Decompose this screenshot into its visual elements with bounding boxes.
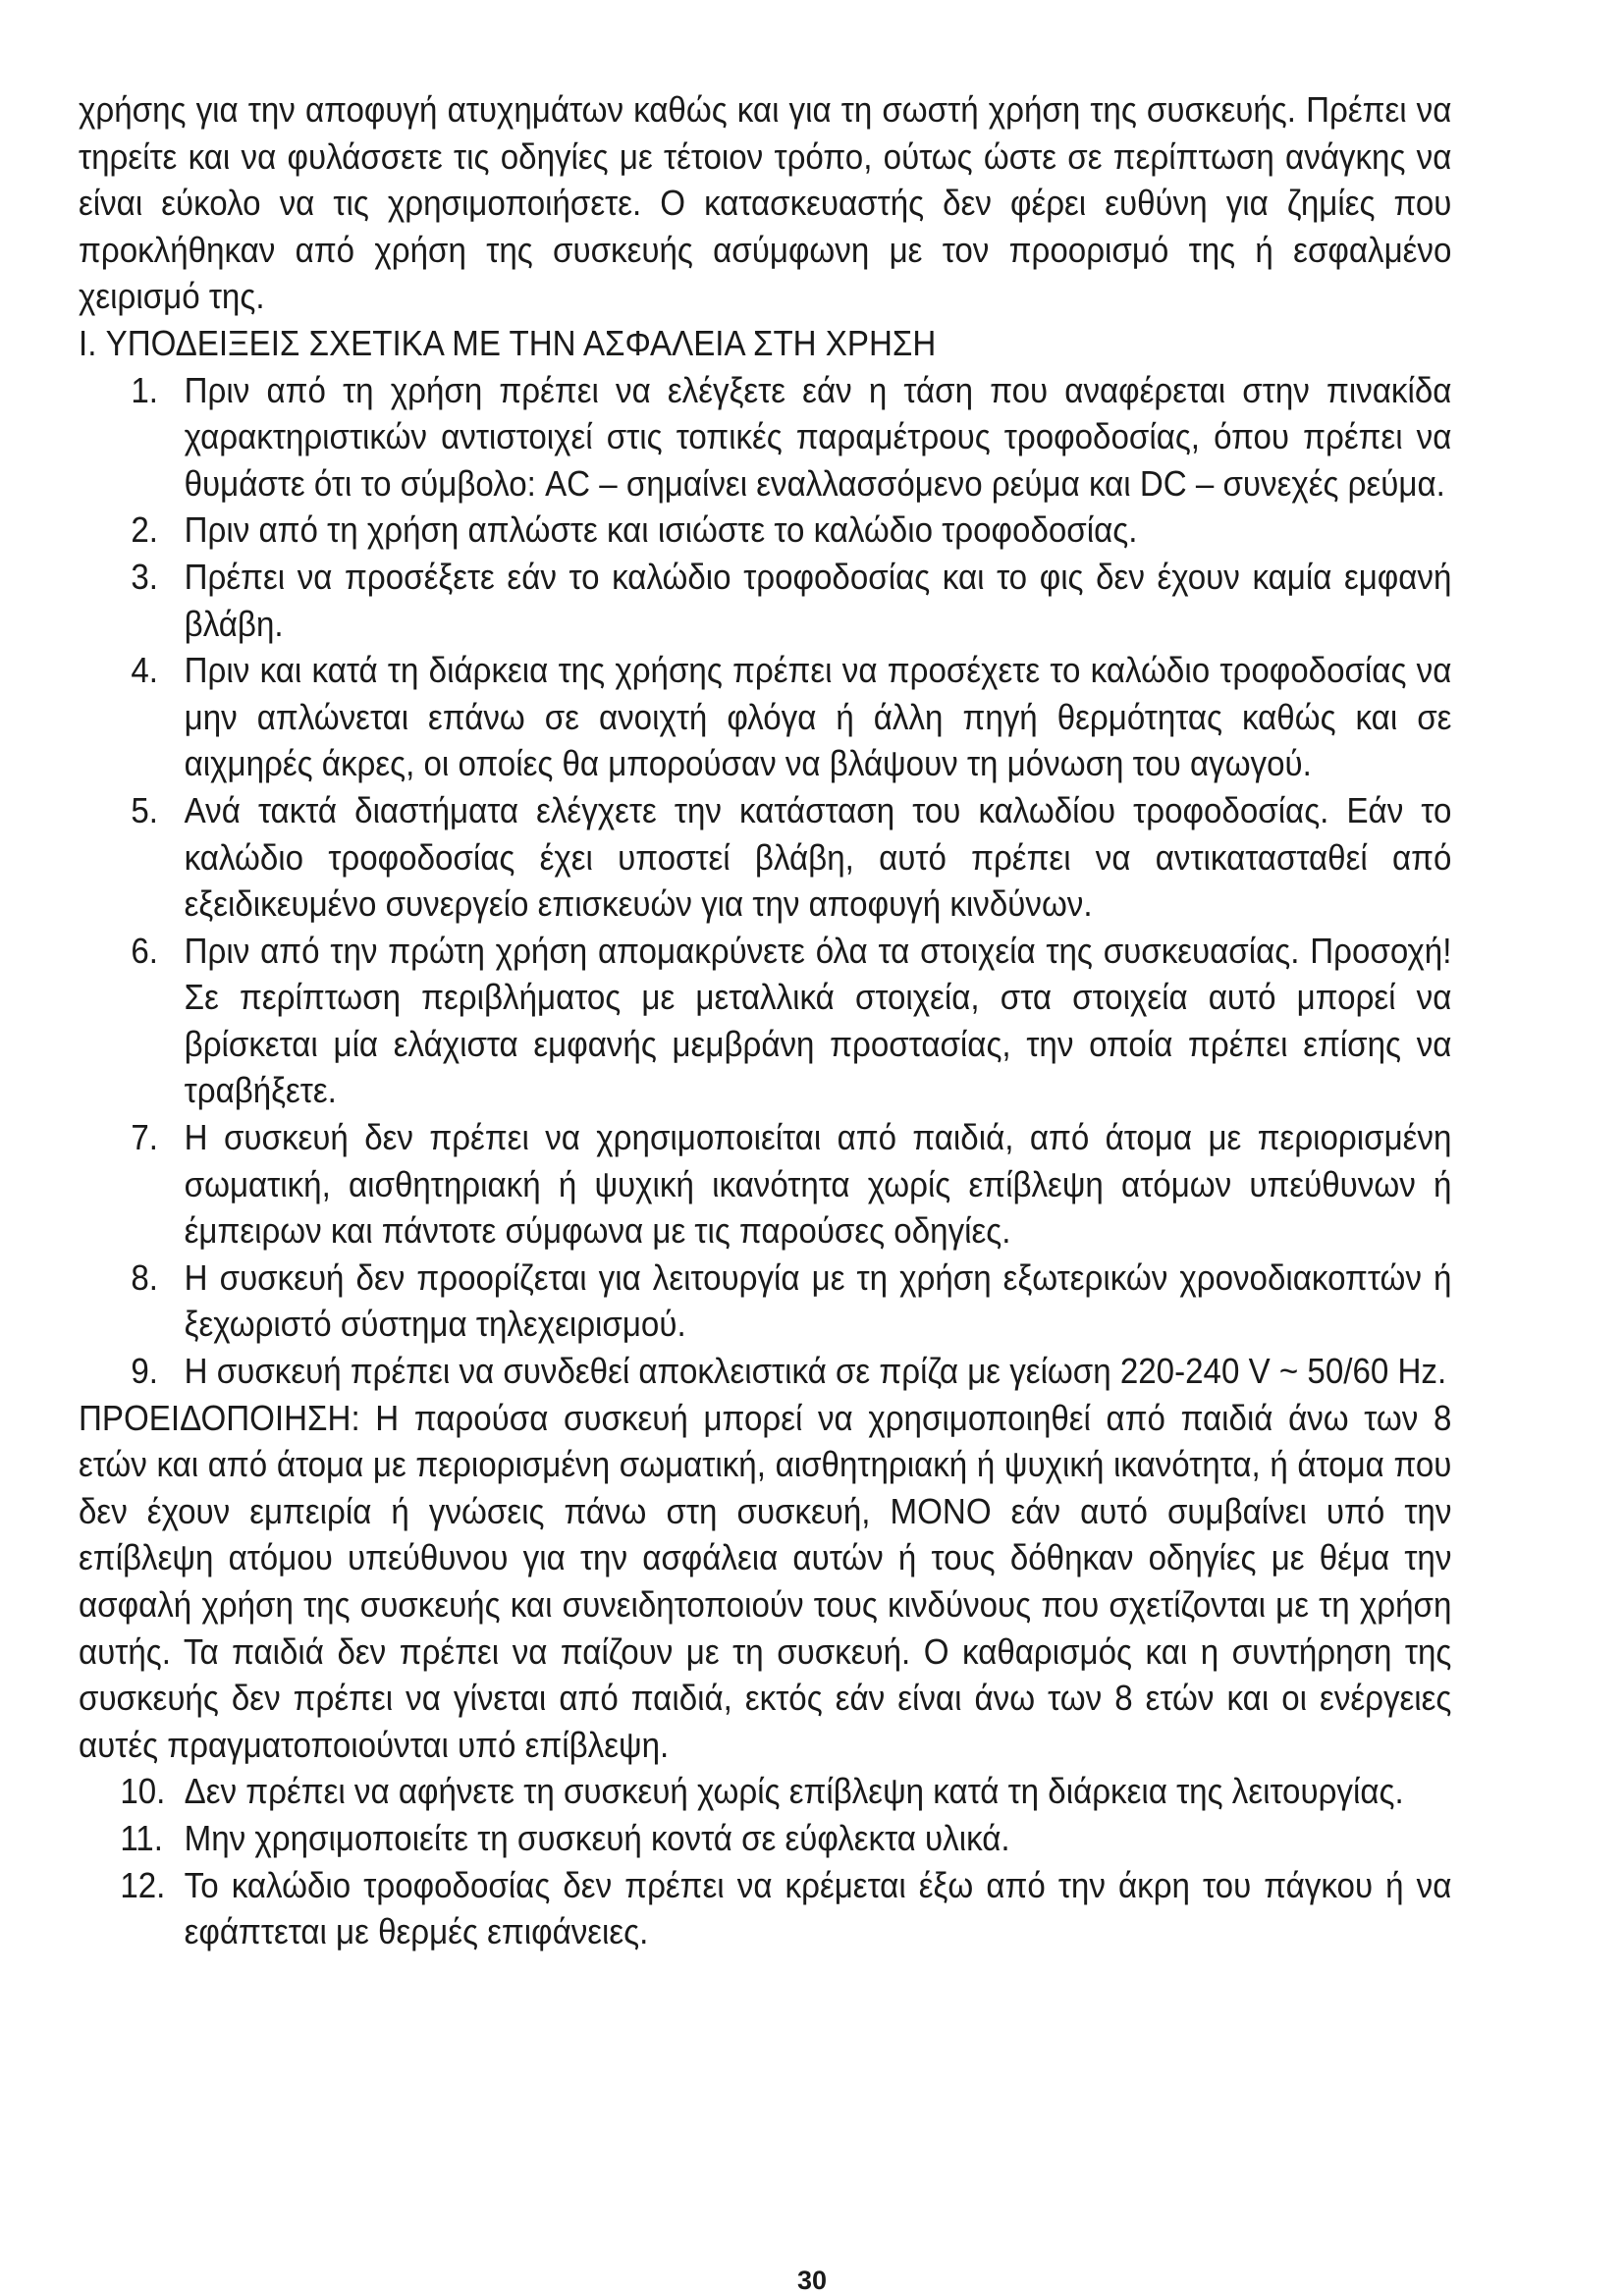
list-item-number: 2. — [131, 509, 158, 551]
list-item — [79, 1348, 1451, 1395]
page-number: 30 — [796, 2266, 828, 2295]
list-item-number: 11. — [120, 1817, 163, 1858]
list-item-text: Η συσκευή δεν προορίζεται για λειτουργία με τη χρήση εξωτερικών χρονοδιακοπτών ή ξεχωριστό σύστημα τηλεχειρισμού. — [184, 1256, 1452, 1345]
list-item — [79, 647, 1451, 787]
list-item-text: Πριν από τη χρήση πρέπει να ελέγξετε εάν η τάση που αναφέρεται στην πινακίδα χαρακτηριστικών αντιστοιχεί στις τοπικές παραμέτρους τροφοδοσίας, όπου πρέπει να θυμάστε ότι το σύμβολο: AC – σημαίνει εναλλασσόμενο ρεύμα και DC – συνεχές ρεύμα. — [184, 369, 1452, 504]
list-item-text: Το καλώδιο τροφοδοσίας δεν πρέπει να κρέμεται έξω από την άκρη του πάγκου ή να εφάπτεται με θερμές επιφάνειες. — [184, 1864, 1452, 1952]
list-item — [79, 928, 1451, 1114]
list-item-text: Η συσκευή πρέπει να συνδεθεί αποκλειστικά σε πρίζα με γείωση 220-240 V ~ 50/60 Hz. — [184, 1351, 1447, 1392]
list-item-number: 3. — [131, 556, 158, 597]
section-heading: I. ΥΠΟΔΕΙΞΕΙΣ ΣΧΕΤΙΚΑ ΜΕ ΤΗΝ ΑΣΦΑΛΕΙΑ ΣΤΗ ΧΡΗΣΗ — [79, 322, 937, 363]
list-item — [79, 367, 1451, 507]
list-item-number: 10. — [120, 1771, 166, 1812]
list-item — [79, 554, 1451, 647]
list-item-number: 8. — [131, 1256, 158, 1298]
list-item-number: 7. — [131, 1117, 158, 1158]
list-item-number: 5. — [131, 789, 158, 830]
list-item-text: Πρέπει να προσέξετε εάν το καλώδιο τροφοδοσίας και το φις δεν έχουν καμία εμφανή βλάβη. — [184, 556, 1452, 644]
list-item-text: Πριν από τη χρήση απλώστε και ισιώστε το καλώδιο τροφοδοσίας. — [184, 509, 1138, 551]
list-item-text: Μην χρησιμοποιείτε τη συσκευή κοντά σε εύφλεκτα υλικά. — [184, 1817, 1010, 1858]
list-item — [79, 1768, 1451, 1815]
safety-list-continued — [79, 1768, 1451, 1954]
safety-list — [79, 367, 1451, 1395]
list-item-text: Η συσκευή δεν πρέπει να χρησιμοποιείται από παιδιά, από άτομα με περιορισμένη σωματική, αισθητηριακή ή ψυχική ικανότητα χωρίς επίβλεψη ατόμων υπεύθυνων ή έμπειρων και πάντοτε σύμφωνα με τις παρούσες οδηγίες. — [184, 1117, 1452, 1252]
list-item-number: 4. — [131, 650, 158, 691]
list-item-text: Πριν και κατά τη διάρκεια της χρήσης πρέπει να προσέχετε το καλώδιο τροφοδοσίας να μην απλώνεται επάνω σε ανοιχτή φλόγα ή άλλη πηγή θερμότητας καθώς και σε αιχμηρές άκρες, οι οποίες θα μπορούσαν να βλάψουν τη μόνωση του αγωγού. — [184, 650, 1452, 784]
document-page — [79, 86, 1451, 1955]
list-item — [79, 787, 1451, 928]
list-item-number: 12. — [120, 1864, 166, 1905]
list-item — [79, 1862, 1451, 1955]
list-item — [79, 1114, 1451, 1255]
list-item — [79, 1255, 1451, 1348]
list-item-text: Δεν πρέπει να αφήνετε τη συσκευή χωρίς επίβλεψη κατά τη διάρκεια της λειτουργίας. — [184, 1771, 1404, 1812]
list-item — [79, 1815, 1451, 1862]
list-item — [79, 507, 1451, 554]
list-item-number: 6. — [131, 930, 158, 971]
intro-paragraph: χρήσης για την αποφυγή ατυχημάτων καθώς και για τη σωστή χρήση της συσκευής. Πρέπει να τηρείτε και να φυλάσσετε τις οδηγίες με τέτοιον τρόπο, ούτως ώστε σε περίπτωση ανάγκης να είναι εύκολο να τις χρησιμοποιήσετε. Ο κατασκευαστής δεν φέρει ευθύνη για ζημίες που προκλήθηκαν από χρήση της συσκευής ασύμφωνη με τον προορισμό της ή εσφαλμένο χειρισμό της. — [79, 89, 1452, 317]
list-item-number: 1. — [131, 369, 158, 410]
list-item-text: Πριν από την πρώτη χρήση απομακρύνετε όλα τα στοιχεία της συσκευασίας. Προσοχή! Σε περίπτωση περιβλήματος με μεταλλικά στοιχεία, στα στοιχεία αυτό μπορεί να βρίσκεται μία ελάχιστα εμφανής μεμβράνη προστασίας, την οποία πρέπει επίσης να τραβήξετε. — [184, 930, 1452, 1111]
list-item-text: Ανά τακτά διαστήματα ελέγχετε την κατάσταση του καλωδίου τροφοδοσίας. Εάν το καλώδιο τροφοδοσίας έχει υποστεί βλάβη, αυτό πρέπει να αντικατασταθεί από εξειδικευμένο συνεργείο επισκευών για την αποφυγή κινδύνων. — [184, 789, 1452, 925]
list-item-number: 9. — [131, 1351, 158, 1392]
warning-paragraph: ΠΡΟΕΙΔΟΠΟΙΗΣΗ: Η παρούσα συσκευή μπορεί να χρησιμοποιηθεί από παιδιά άνω των 8 ετών και από άτομα με περιορισμένη σωματική, αισθητηριακή ή ψυχική ικανότητα, ή άτομα που δεν έχουν εμπειρία ή γνώσεις πάνω στη συσκευή, ΜΟΝΟ εάν αυτό συμβαίνει υπό την επίβλεψη ατόμου υπεύθυνου για την ασφάλεια αυτών ή τους δόθηκαν οδηγίες με θέμα την ασφαλή χρήση της συσκευής και συνειδητοποιούν τους κινδύνους που σχετίζονται με τη χρήση αυτής. Τα παιδιά δεν πρέπει να παίζουν με τη συσκευή. Ο καθαρισμός και η συντήρηση της συσκευής δεν πρέπει να γίνεται από παιδιά, εκτός εάν είναι άνω των 8 ετών και οι ενέργειες αυτές πραγματοποιούνται υπό επίβλεψη. — [79, 1397, 1452, 1765]
